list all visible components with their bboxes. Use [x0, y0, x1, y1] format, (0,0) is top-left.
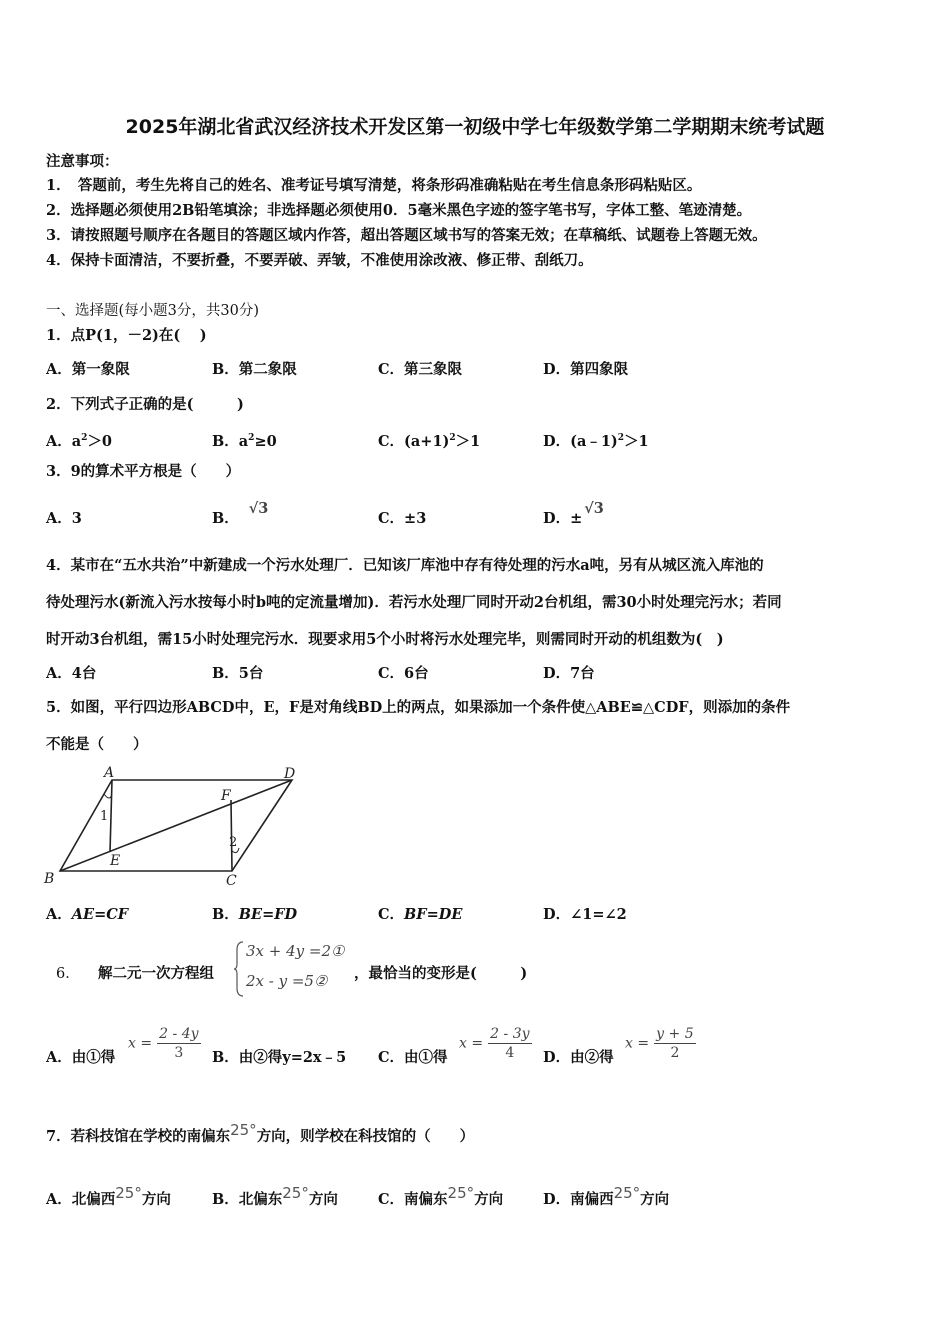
angle-label-2: 2: [229, 835, 238, 850]
q4-text: 时开动3台机组，需15小时处理完污水．现要求用5个小时将污水处理完毕，则需同时开动的机组数为( ): [46, 631, 724, 648]
q4-option-b: B．5台: [212, 665, 264, 682]
q1-stem: 1．点P(1，－2)在( ): [46, 327, 207, 344]
q3-option-b: B．√3: [212, 500, 269, 527]
q7-stem: 7．若科技馆在学校的南偏东25°方向，则学校在科技馆的（ ）: [46, 1121, 475, 1145]
q7-option-b: B．北偏东25°方向: [212, 1184, 338, 1208]
q3-option-c: C．±3: [378, 510, 427, 527]
q5-option-c: C．BF=DE: [378, 906, 463, 923]
q4-text: 4．某市在“五水共治”中新建成一个污水处理厂．已知该厂库池中存有待处理的污水a吨，另有从城区流入库池的: [46, 557, 764, 574]
q7-option-d: D．南偏西25°方向: [543, 1184, 670, 1208]
brace-icon: [234, 940, 244, 998]
vertex-label-d: D: [284, 766, 296, 782]
q7-option-c: C．南偏东25°方向: [378, 1184, 504, 1208]
q7-option-a: A．北偏西25°方向: [46, 1184, 171, 1208]
notice-item: 3．请按照题号顺序在各题目的答题区域内作答，超出答题区域书写的答案无效；在草稿纸、试题卷上答题无效。: [46, 227, 767, 244]
notice-item: 1． 答题前，考生先将自己的姓名、准考证号填写清楚，将条形码准确粘贴在考生信息条形码粘贴区。: [46, 177, 702, 194]
notice-item: 2．选择题必须使用2B铅笔填涂；非选择题必须使用0．5毫米黑色字迹的签字笔书写，字体工整、笔迹清楚。: [46, 202, 752, 219]
q3-stem: 3．9的算术平方根是（ ）: [46, 463, 241, 480]
q6-number: 6．: [56, 966, 80, 982]
q5-text: 不能是（ ）: [46, 736, 148, 753]
q6-option-b: B．由②得y=2x﹣5: [212, 1049, 347, 1066]
notice-heading: 注意事项：: [46, 153, 119, 170]
q2-option-d: D．(a﹣1)$^2$＞1: [543, 433, 649, 450]
q6-option-d-formula: x = $\frac{y + 5}{2}$: [625, 1026, 694, 1061]
q2-option-a: A．$a^2>0$: [46, 433, 113, 450]
q6-option-c-formula: x = $\frac{2 - 3y}{4}$: [459, 1026, 530, 1061]
q4-option-a: A．4台: [46, 665, 97, 682]
q1-option-b: B．第二象限: [212, 361, 297, 378]
q1-option-c: C．第三象限: [378, 361, 463, 378]
notice-item: 4．保持卡面清洁，不要折叠，不要弄破、弄皱，不准使用涂改液、修正带、刮纸刀。: [46, 252, 593, 269]
q6-equation-1: 3x + 4y =2①: [246, 942, 345, 960]
q6-option-c: C．由①得: [378, 1049, 448, 1066]
q5-option-b: B．BE=FD: [212, 906, 298, 923]
q3-option-d: D．±√3: [543, 500, 604, 527]
q4-text: 待处理污水(新流入污水按每小时b吨的定流量增加)．若污水处理厂同时开动2台机组，需30小时处理完污水；若同: [46, 594, 782, 611]
q5-text: 5．如图，平行四边形ABCD中，E，F是对角线BD上的两点，如果添加一个条件使△ABE≌△CDF，则添加的条件: [46, 699, 791, 716]
page-title: 2025年湖北省武汉经济技术开发区第一初级中学七年级数学第二学期期末统考试题: [125, 116, 825, 138]
q1-option-a: A．第一象限: [46, 361, 130, 378]
vertex-label-b: B: [44, 871, 55, 887]
point-label-e: E: [110, 853, 121, 869]
point-label-f: F: [221, 788, 231, 804]
vertex-label-a: A: [104, 765, 115, 781]
q6-option-a: A．由①得: [46, 1049, 116, 1066]
q6-option-a-formula: x = $\frac{2 - 4y}{3}$: [128, 1026, 199, 1061]
q1-option-d: D．第四象限: [543, 361, 629, 378]
q2-option-b: B．$a^2\ge 0$: [212, 433, 277, 450]
q5-option-d: D．∠1=∠2: [543, 906, 627, 923]
q6-equation-2: 2x - y =5②: [246, 972, 328, 990]
q5-option-a: A．AE=CF: [46, 906, 129, 923]
q2-option-c: C．$(a+1)^2>1$: [378, 433, 481, 450]
q6-option-d: D．由②得: [543, 1049, 614, 1066]
q3-option-a: A．3: [46, 510, 82, 527]
q6-stem-end: ，最恰当的变形是( ): [354, 965, 528, 982]
angle-label-1: 1: [100, 809, 109, 824]
parallelogram-figure: [40, 762, 305, 890]
q4-option-c: C．6台: [378, 665, 429, 682]
q6-stem: 解二元一次方程组: [98, 965, 214, 982]
vertex-label-c: C: [226, 873, 237, 889]
q2-stem: 2．下列式子正确的是( ): [46, 396, 244, 413]
q4-option-d: D．7台: [543, 665, 595, 682]
section-heading: 一、选择题(每小题3分，共30分): [46, 303, 259, 319]
